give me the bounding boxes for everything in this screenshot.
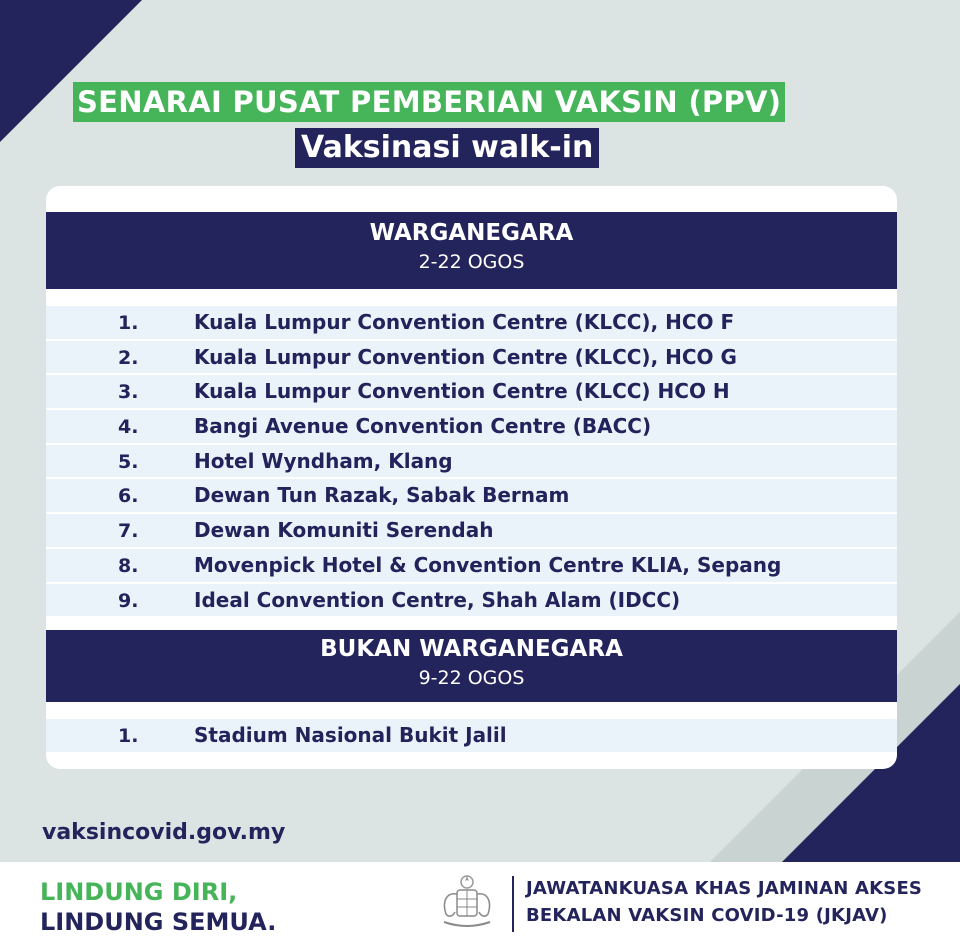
page-title: SENARAI PUSAT PEMBERIAN VAKSIN (PPV) bbox=[73, 82, 785, 122]
item-name: Kuala Lumpur Convention Centre (KLCC), HCO F bbox=[194, 310, 735, 334]
list-item bbox=[46, 408, 897, 443]
item-number: 5. bbox=[118, 450, 139, 473]
item-number: 1. bbox=[118, 312, 139, 334]
section-dates: 2-22 OGOS bbox=[418, 251, 525, 273]
slogan-line-1: LINDUNG DIRI, bbox=[40, 878, 238, 906]
list-item bbox=[46, 717, 897, 752]
footer bbox=[0, 862, 960, 946]
item-number: 6. bbox=[118, 485, 139, 508]
section-dates: 9-22 OGOS bbox=[418, 667, 525, 689]
website-link[interactable]: vaksincovid.gov.my bbox=[42, 820, 286, 845]
section-title: BUKAN WARGANEGARA bbox=[320, 636, 623, 662]
footer-divider bbox=[512, 876, 514, 932]
item-name: Bangi Avenue Convention Centre (BACC) bbox=[194, 414, 652, 439]
item-number: 3. bbox=[118, 381, 139, 404]
item-name: Kuala Lumpur Convention Centre (KLCC), HCO G bbox=[194, 344, 737, 369]
non-citizens-list bbox=[46, 717, 897, 752]
list-item bbox=[46, 373, 897, 408]
item-name: Kuala Lumpur Convention Centre (KLCC) HCO H bbox=[194, 379, 730, 404]
item-name: Hotel Wyndham, Klang bbox=[194, 448, 453, 473]
section-title: WARGANEGARA bbox=[369, 220, 574, 246]
org-name-line-2: BEKALAN VAKSIN COVID-19 (JKJAV) bbox=[526, 905, 888, 926]
item-name: Movenpick Hotel & Convention Centre KLIA, Sepang bbox=[194, 552, 782, 577]
item-name: Stadium Nasional Bukit Jalil bbox=[194, 723, 507, 747]
ppv-list-card bbox=[46, 186, 897, 769]
item-number: 7. bbox=[118, 520, 139, 543]
org-name-line-1: JAWATANKUASA KHAS JAMINAN AKSES bbox=[526, 878, 923, 899]
list-item bbox=[46, 512, 897, 547]
list-item bbox=[46, 443, 897, 478]
list-item bbox=[46, 547, 897, 582]
list-item bbox=[46, 582, 897, 617]
malaysia-coat-of-arms-icon bbox=[432, 872, 502, 932]
item-number: 2. bbox=[118, 346, 139, 369]
citizens-list bbox=[46, 304, 897, 616]
page-subtitle: Vaksinasi walk-in bbox=[295, 128, 599, 168]
section-heading-citizens bbox=[46, 212, 897, 289]
item-name: Dewan Komuniti Serendah bbox=[194, 518, 494, 543]
list-item bbox=[46, 477, 897, 512]
item-number: 4. bbox=[118, 416, 139, 439]
item-number: 1. bbox=[118, 725, 139, 747]
item-name: Dewan Tun Razak, Sabak Bernam bbox=[194, 483, 570, 508]
item-number: 8. bbox=[118, 554, 139, 577]
list-item bbox=[46, 304, 897, 339]
item-name: Ideal Convention Centre, Shah Alam (IDCC) bbox=[194, 587, 681, 612]
item-number: 9. bbox=[118, 589, 139, 612]
section-heading-non-citizens bbox=[46, 630, 897, 702]
list-item bbox=[46, 339, 897, 374]
slogan-line-2: LINDUNG SEMUA. bbox=[40, 908, 277, 936]
